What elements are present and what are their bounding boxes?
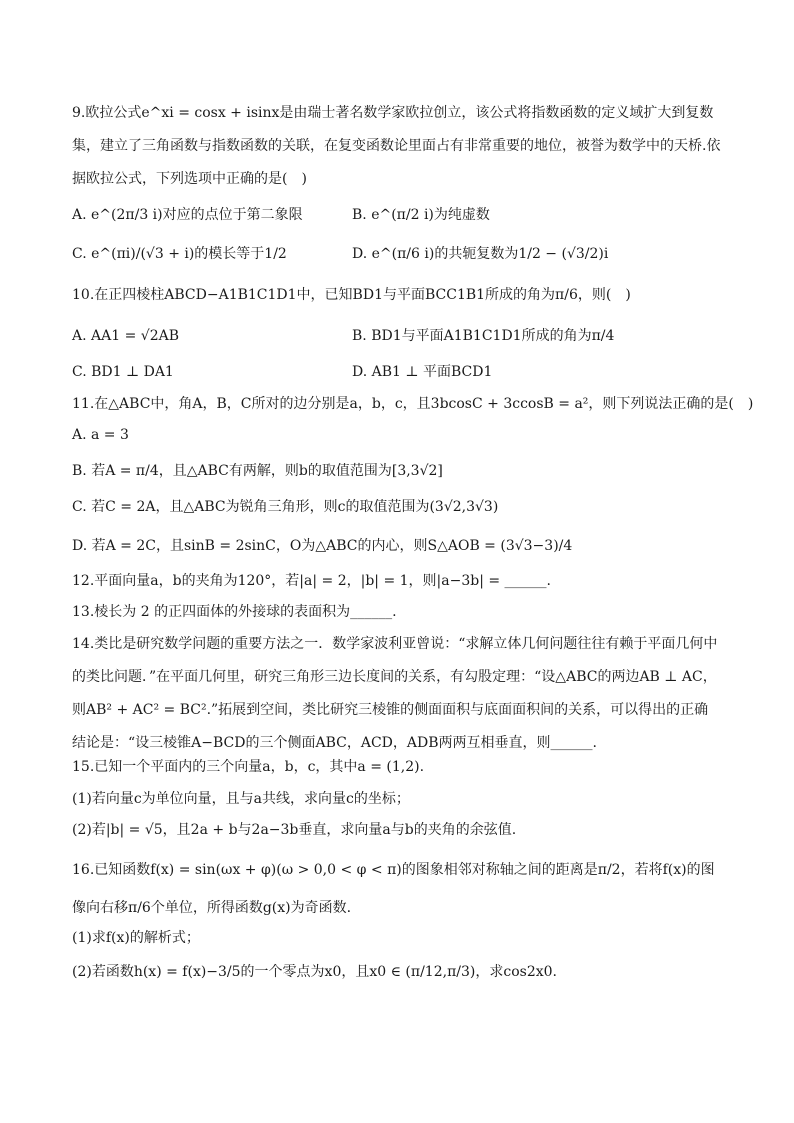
question-16-part-2: (2)若函数h(x) = f(x)−3/5的一个零点为x0，且x0 ∈ (π/12,π/3)，求cos2x0. [72,964,557,980]
q11-option-c: C. 若C = 2A，且△ABC为锐角三角形，则c的取值范围为(3√2,3√3) [72,499,499,515]
question-15-part-2: (2)若|b| = √5，且2a + b与2a−3b垂直，求向量a与b的夹角的余弦值. [72,822,517,838]
q10-option-d: D. AB1 ⊥ 平面BCD1 [352,364,493,380]
q9-option-b: B. e^(π/2 i)为纯虚数 [352,207,490,223]
q9-option-a: A. e^(2π/3 i)对应的点位于第二象限 [72,207,303,223]
question-16-text: 16.已知函数f(x) = sin(ωx + φ)(ω > 0,0 < φ < π)的图象相邻对称轴之间的距离是π/2，若将f(x)的图像向右移π/6个单位，所得函数g(x)为奇函数. [72,862,715,916]
q9-option-d: D. e^(π/6 i)的共轭复数为1/2 − (√3/2)i [352,246,609,262]
question-16 [72,851,722,927]
q9-option-c: C. e^(πi)/(√3 + i)的模长等于1/2 [72,246,287,262]
q11-option-a: A. a = 3 [72,427,129,443]
q10-option-b: B. BD1与平面A1B1C1D1所成的角为π/4 [352,328,615,344]
question-15: 15.已知一个平面内的三个向量a，b，c，其中a = (1,2). [72,759,425,775]
question-13: 13.棱长为 2 的正四面体的外接球的表面积为______. [72,604,397,620]
question-16-part-1: (1)求f(x)的解析式； [72,930,200,946]
q11-option-d: D. 若A = 2C，且sinB = 2sinC，O为△ABC的内心，则S△AOB = (3√3−3)/4 [72,538,573,554]
question-10: 10.在正四棱柱ABCD−A1B1C1D1中，已知BD1与平面BCC1B1所成的角为π/6，则( ) [72,287,631,303]
question-14 [72,628,722,760]
question-9 [72,97,722,196]
question-15-part-1: (1)若向量c为单位向量，且与a共线，求向量c的坐标； [72,791,410,807]
question-14-text: 14.类比是研究数学问题的重要方法之一．数学家波利亚曾说：“求解立体几何问题往往有赖于平面几何中的类比问题．”在平面几何里，研究三角形三边长度间的关系，有勾股定理：“设△ABC的两边AB ⊥ AC，则AB² + AC² = BC².”拓展到空间，类比研究三棱锥的侧面面积与底面面积间的关系，可以得出的正确结论是：“设三棱锥A−BCD的三个侧面ABC，ACD，ADB两两互相垂直，则______. [72,636,718,751]
q10-option-a: A. AA1 = √2AB [72,328,179,344]
q11-option-b: B. 若A = π/4，且△ABC有两解，则b的取值范围为[3,3√2] [72,463,443,479]
q10-option-c: C. BD1 ⊥ DA1 [72,364,174,380]
question-9-text: 9.欧拉公式e^xi = cosx + isinx是由瑞士著名数学家欧拉创立，该公式将指数函数的定义域扩大到复数集，建立了三角函数与指数函数的关联，在复变函数论里面占有非常重要的地位，被誉为数学中的天桥.依据欧拉公式，下列选项中正确的是( ) [72,105,721,187]
question-11: 11.在△ABC中，角A，B，C所对的边分别是a，b，c，且3bcosC + 3ccosB = a²，则下列说法正确的是( ) [72,396,754,412]
question-12: 12.平面向量a，b的夹角为120°，若|a| = 2，|b| = 1，则|a−3b| = ______. [72,573,552,589]
